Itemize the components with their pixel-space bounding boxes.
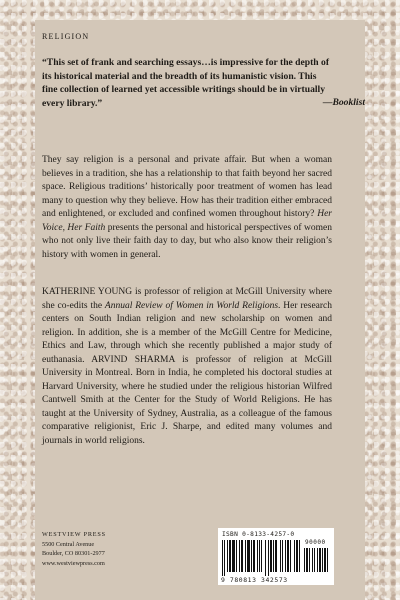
barcode-bar [319,548,321,572]
addon-barcode [304,548,330,576]
barcode-bar [327,548,328,572]
barcode-bar [296,540,298,572]
barcode-bar [257,540,258,572]
barcode-bar [229,540,231,572]
barcode-bar [273,540,274,572]
barcode-bar [306,548,308,572]
barcode-bar [322,548,323,572]
barcode-bar [268,540,269,576]
barcode-bar [285,540,286,572]
barcode-bar [290,540,291,572]
barcode-bar [287,540,289,572]
book-description [42,154,332,262]
description-lead: They say religion is a personal and private affair. But when a woman believes in a tradition, she has a relationship to that faith beyond her sacred space. Religious traditions’ historically poor treatment of women has lead many to question why they believe. How has their tradition either embraced and enlightened, or excluded and confined women throughout history? [42,155,332,220]
barcode-bar [275,540,277,572]
barcode-bar [280,540,281,572]
price-code: 90000 [305,539,326,546]
barcode-bar [324,548,326,572]
ean-number: 9 780813 342573 [221,576,288,584]
publisher-website: www.westviewpress.com [42,559,105,567]
barcode-bar [314,548,315,572]
description-rest: presents the personal and historical perspectives of women who not only live their faith day to day, but who also know their religion’s history with women in general. [42,222,332,260]
book-title: Her Voice, Her Faith [42,209,332,233]
barcode-bar [245,540,246,572]
barcode-bar [224,540,225,576]
barcode-bar [232,540,235,572]
barcode-bar [251,540,252,572]
barcode-bar [253,540,255,572]
category-label: RELIGION [42,32,90,41]
barcode-bar [247,540,250,572]
barcode-bar [309,548,310,572]
barcode-bar [304,548,305,572]
author-bio-part1: KATHERINE YOUNG is professor of religion at McGill University where she co-edits the [42,287,332,311]
barcode-bar [270,540,272,572]
publisher-info [42,530,106,568]
isbn-label: ISBN 0-8133-4257-0 [222,531,295,538]
barcode-box [218,528,334,585]
barcode-bar [259,540,260,572]
publisher-name: WESTVIEW PRESS [42,531,106,538]
author-bio [42,286,332,449]
barcode-bar [265,540,266,576]
barcode-bar [317,548,318,572]
journal-title: Annual Review of Women in World Religions [104,300,279,311]
barcode-bar [312,548,313,572]
barcode-bar [239,540,240,572]
barcode-bar [236,540,237,572]
review-quote: “This set of frank and searching essays…is impressive for the depth of its historical material and the breadth of its humanistic vision. This fine collection of learned yet accessible writings should be in virtually every library.” [42,57,330,109]
review-source: —Booklist [322,97,365,108]
author-bio-part2: . Her research centers on South Indian religion and new scholarship on women and religion. In addition, she is a member of the McGill Centre for Medicine, Ethics and Law, through which she recently published a major study of euthanasia. ARVIND SHARMA is professor of religion at McGill University in Montreal. Born in India, he completed his doctoral studies at Harvard University, where he studied under the religious historian Wilfred Cantwell Smith at the Center for the Study of World Religions. He has taught at the University of Sydney, Australia, as a colleague of the famous comparative religionist, Eric J. Sharpe, and edited many volumes and journals in world religions. [42,300,333,447]
barcode-bar [241,540,243,572]
publisher-city: Boulder, CO 80301-2977 [42,550,105,558]
barcode-bar [261,540,262,572]
publisher-street: 5500 Central Avenue [42,540,95,548]
barcode-bar [299,540,300,572]
barcode-bar [222,540,223,576]
barcode-bar [227,540,228,572]
barcode-bar [294,540,295,572]
barcode-bar [282,540,283,572]
ean-barcode [222,540,300,576]
